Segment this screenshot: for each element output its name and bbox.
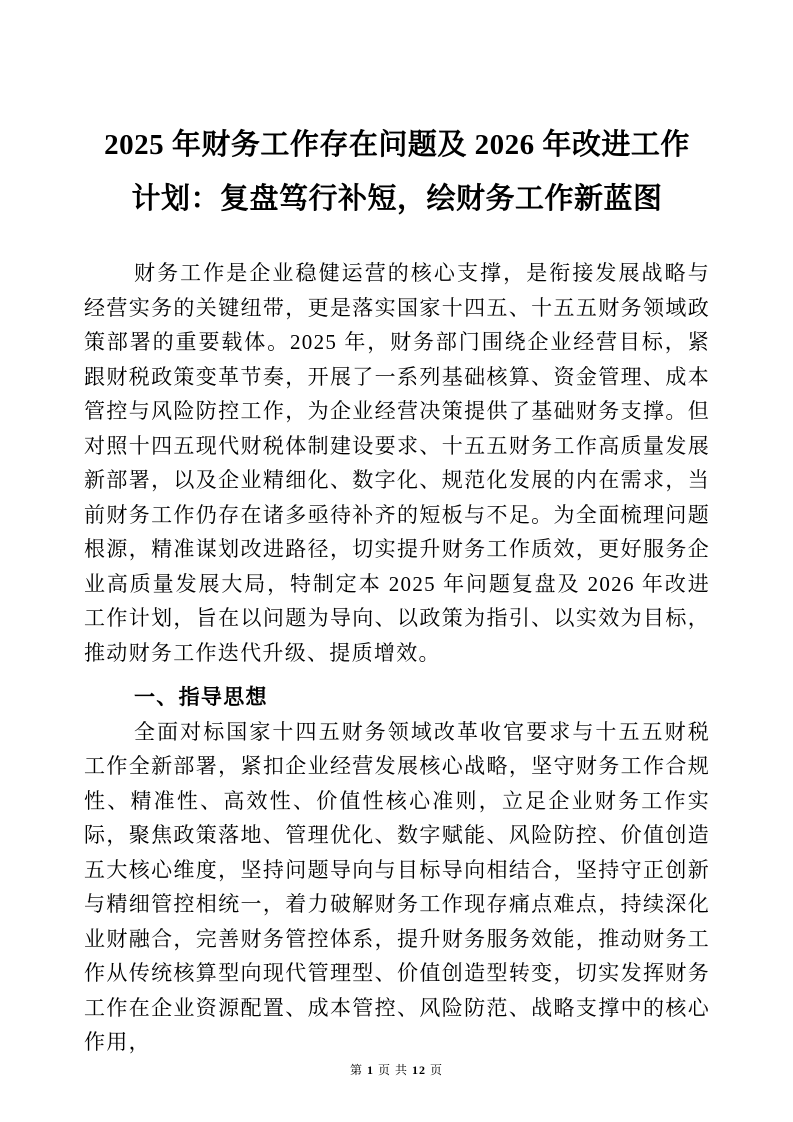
footer-label-di: 第 <box>349 1063 363 1077</box>
footer-current-page-number: 1 <box>366 1063 374 1077</box>
page-footer <box>0 1061 793 1078</box>
section-heading-guiding-ideology: 一、指导思想 <box>134 685 268 709</box>
footer-label-ye-gong: 页 共 <box>377 1063 408 1077</box>
document-content <box>84 0 710 1060</box>
section-paragraph: 全面对标国家十四五财务领域改革收官要求与十五五财税工作全新部署，紧扣企业经营发展核心战略，坚守财务工作合规性、精准性、高效性、价值性核心准则，立足企业财务工作实际，聚焦政策落地、管理优化、数字赋能、风险防控、价值创造五大核心维度，坚持问题导向与目标导向相结合，坚持守正创新与精细管控相统一，着力破解财务工作现存痛点难点，持续深化业财融合，完善财务管控体系，提升财务服务效能，推动财务工作从传统核算型向现代管理型、价值创造型转变，切实发挥财务工作在企业资源配置、成本管控、风险防范、战略支撑中的核心作用， <box>84 719 710 1054</box>
intro-paragraph: 财务工作是企业稳健运营的核心支撑，是衔接发展战略与经营实务的关键纽带，更是落实国家十四五、十五五财务领域政策部署的重要载体。2025 年，财务部门围绕企业经营目标，紧跟财税政策变革节奏，开展了一系列基础核算、资金管理、成本管控与风险防控工作，为企业经营决策提供了基础财务支撑。但对照十四五现代财税体制建设要求、十五五财务工作高质量发展新部署，以及企业精细化、数字化、规范化发展的内在需求，当前财务工作仍存在诸多亟待补齐的短板与不足。为全面梳理问题根源，精准谋划改进路径，切实提升财务工作质效，更好服务企业高质量发展大局，特制定本 2025 年问题复盘及 2026 年改进工作计划，旨在以问题为导向、以政策为指引、以实效为目标，推动财务工作迭代升级、提质增效。 <box>84 261 710 665</box>
footer-label-ye: 页 <box>430 1063 444 1077</box>
footer-total-pages-number: 12 <box>412 1063 426 1077</box>
document-title: 2025 年财务工作存在问题及 2026 年改进工作计划：复盘笃行补短，绘财务工作新蓝图 <box>104 129 690 215</box>
